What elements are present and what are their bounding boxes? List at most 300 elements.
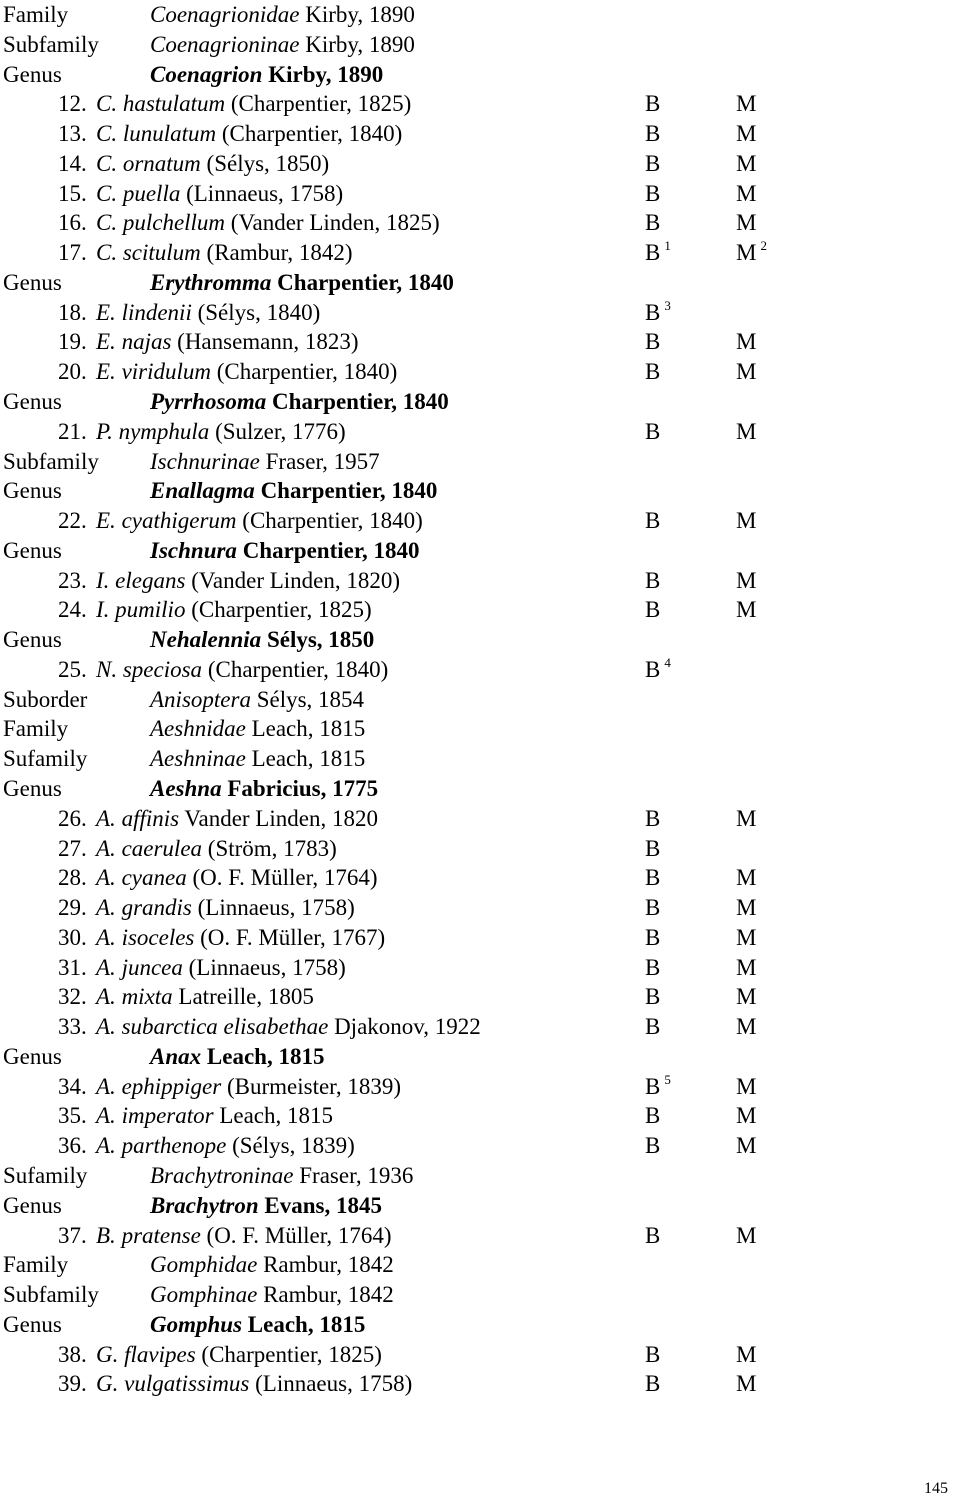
- taxon-name: Gomphinae: [150, 1282, 258, 1308]
- species-number: 14.: [58, 150, 87, 176]
- taxon-rank: Genus: [3, 1043, 62, 1069]
- species-row: [0, 804, 960, 834]
- species-binomial-abbr: I.: [96, 567, 110, 593]
- occurrence-b: B: [645, 1073, 661, 1099]
- occurrence-b: B: [645, 567, 661, 593]
- species-name-block: [96, 1221, 392, 1251]
- species-name-block: [96, 357, 397, 387]
- occurrence-b: B: [645, 597, 661, 623]
- species-row: [0, 119, 960, 149]
- page-number: 145: [924, 1480, 948, 1497]
- species-row: [0, 89, 960, 119]
- species-number: 21.: [58, 418, 87, 444]
- taxon-heading-row: [0, 1042, 960, 1072]
- species-row: [0, 1221, 960, 1251]
- species-row: [0, 417, 960, 447]
- occurrence-m-cell: [736, 238, 767, 271]
- species-name-block: [96, 1072, 401, 1102]
- occurrence-b: B: [645, 954, 661, 980]
- occurrence-b: B: [645, 805, 661, 831]
- taxon-heading-row: [0, 1191, 960, 1221]
- species-binomial-abbr: E.: [96, 329, 116, 355]
- species-row: [0, 238, 960, 268]
- species-name-block: [96, 953, 346, 983]
- taxon-rank: Family: [3, 2, 69, 27]
- species-number: 35.: [58, 1103, 87, 1129]
- taxon-author: Evans, 1845: [264, 1192, 382, 1218]
- occurrence-m: M: [736, 1341, 757, 1367]
- taxon-heading-row: [0, 447, 960, 477]
- species-binomial-abbr: E.: [96, 299, 116, 325]
- species-name-block: [96, 1369, 412, 1399]
- occurrence-b-cell: [645, 1131, 660, 1161]
- occurrence-b: B: [645, 150, 661, 176]
- taxon-author: Fabricius, 1775: [227, 776, 379, 802]
- taxon-author: Fraser, 1957: [265, 448, 380, 474]
- taxon-heading-row: [0, 744, 960, 774]
- species-name-block: [96, 595, 372, 625]
- occurrence-b-cell: [645, 298, 671, 331]
- species-name-block: [96, 1131, 355, 1161]
- taxon-heading-row: [0, 714, 960, 744]
- occurrence-b: B: [645, 359, 661, 385]
- occurrence-m: M: [736, 597, 757, 623]
- taxon-name: Gomphidae: [150, 1252, 258, 1278]
- taxon-name: Gomphus: [150, 1311, 243, 1337]
- species-binomial-abbr: A.: [96, 1133, 116, 1159]
- occurrence-m: M: [736, 150, 757, 176]
- species-number: 24.: [58, 597, 87, 623]
- species-author: (Rambur, 1842): [206, 240, 353, 266]
- species-name-block: [96, 923, 385, 953]
- species-author: (Linnaeus, 1758): [197, 895, 355, 921]
- species-epithet: scitulum: [122, 240, 201, 266]
- occurrence-b-cell: [645, 357, 660, 387]
- occurrence-m-cell: [736, 357, 756, 387]
- species-number: 15.: [58, 180, 87, 206]
- species-number: 16.: [58, 210, 87, 236]
- species-author: (Sulzer, 1776): [215, 418, 346, 444]
- species-row: [0, 566, 960, 596]
- occurrence-m-cell: [736, 804, 756, 834]
- species-row: [0, 595, 960, 625]
- occurrence-b-cell: [645, 953, 660, 983]
- occurrence-b-cell: [645, 863, 660, 893]
- species-number: 18.: [58, 299, 87, 325]
- taxon-heading-row: [0, 60, 960, 90]
- species-binomial-abbr: A.: [96, 984, 116, 1010]
- species-name-block: [96, 179, 343, 209]
- taxon-author: Charpentier, 1840: [277, 269, 454, 295]
- occurrence-b-cell: [645, 655, 671, 688]
- species-number: 30.: [58, 924, 87, 950]
- species-binomial-abbr: C.: [96, 91, 118, 117]
- taxon-name-block: [150, 1310, 365, 1340]
- occurrence-b-cell: [645, 893, 660, 923]
- taxon-author: Rambur, 1842: [263, 1252, 394, 1278]
- taxon-name: Pyrrhosoma: [150, 389, 267, 414]
- species-row: [0, 1340, 960, 1370]
- taxon-name-block: [150, 387, 449, 417]
- taxon-name: Enallagma: [150, 478, 255, 504]
- species-author: (O. F. Müller, 1764): [206, 1222, 392, 1248]
- occurrence-b: B: [645, 1222, 661, 1248]
- species-author: (O. F. Müller, 1767): [200, 924, 386, 950]
- taxon-heading-row: [0, 387, 960, 417]
- occurrence-b-cell: [645, 1340, 660, 1370]
- species-epithet: najas: [121, 329, 172, 355]
- species-binomial-abbr: A.: [96, 835, 116, 861]
- taxon-author: Leach, 1815: [247, 1311, 366, 1337]
- taxon-author: Sélys, 1854: [256, 686, 365, 712]
- species-author: (Ström, 1783): [207, 835, 337, 861]
- species-epithet: caerulea: [121, 835, 203, 861]
- occurrence-b-cell: [645, 149, 660, 179]
- species-row: [0, 1012, 960, 1042]
- species-binomial-abbr: A.: [96, 1014, 116, 1040]
- footnote-marker: 1: [664, 238, 671, 254]
- taxon-rank: Genus: [3, 389, 62, 414]
- species-epithet: vulgatissimus: [124, 1371, 250, 1397]
- species-author: (Hansemann, 1823): [177, 329, 359, 355]
- taxon-name: Brachytron: [150, 1192, 259, 1218]
- occurrence-m-cell: [736, 1131, 756, 1161]
- taxon-name-block: [150, 1161, 413, 1191]
- occurrence-m-cell: [736, 179, 756, 209]
- taxon-author: Charpentier, 1840: [242, 537, 420, 563]
- taxon-name: Ischnurinae: [150, 448, 260, 474]
- occurrence-m: M: [736, 418, 757, 444]
- occurrence-m: M: [736, 984, 757, 1010]
- species-number: 36.: [58, 1133, 87, 1159]
- species-epithet: puella: [122, 180, 181, 206]
- occurrence-m: M: [736, 359, 757, 385]
- taxon-name: Coenagrion: [150, 61, 263, 87]
- occurrence-m-cell: [736, 1340, 756, 1370]
- species-epithet: hastulatum: [122, 91, 226, 117]
- species-author: Vander Linden, 1820: [184, 805, 378, 831]
- occurrence-b-cell: [645, 834, 660, 864]
- species-author: (Charpentier, 1840): [221, 121, 403, 147]
- occurrence-b-cell: [645, 566, 660, 596]
- species-epithet: affinis: [121, 805, 180, 831]
- species-name-block: [96, 238, 353, 268]
- taxon-heading-row: [0, 0, 960, 30]
- occurrence-b: B: [645, 924, 661, 950]
- taxon-name: Aeshna: [150, 776, 222, 802]
- taxon-rank: Sufamily: [3, 746, 88, 772]
- taxon-name-block: [150, 536, 419, 566]
- occurrence-m-cell: [736, 1221, 756, 1251]
- species-binomial-abbr: E.: [96, 508, 116, 534]
- occurrence-m-cell: [736, 953, 756, 983]
- species-row: [0, 298, 960, 328]
- taxon-name-block: [150, 1042, 324, 1072]
- species-binomial-abbr: C.: [96, 180, 118, 206]
- occurrence-m-cell: [736, 566, 756, 596]
- occurrence-b: B: [645, 895, 661, 921]
- species-binomial-abbr: A.: [96, 1073, 116, 1099]
- species-author: (Charpentier, 1825): [191, 597, 372, 623]
- species-author: (Charpentier, 1840): [242, 508, 423, 534]
- species-author: (Vander Linden, 1820): [191, 567, 401, 593]
- taxon-name-block: [150, 774, 378, 804]
- species-epithet: grandis: [121, 895, 192, 921]
- occurrence-m-cell: [736, 1101, 756, 1131]
- species-epithet: mixta: [121, 984, 173, 1010]
- occurrence-m: M: [736, 865, 757, 891]
- occurrence-m-cell: [736, 893, 756, 923]
- taxon-name-block: [150, 1280, 394, 1310]
- species-number: 27.: [58, 835, 87, 861]
- occurrence-b: B: [645, 1133, 661, 1159]
- taxon-name: Ischnura: [150, 537, 237, 563]
- species-epithet: subarctica elisabethae: [121, 1014, 329, 1040]
- occurrence-b: B: [645, 508, 661, 534]
- occurrence-m-cell: [736, 208, 756, 238]
- taxon-rank: Genus: [3, 537, 62, 563]
- species-row: [0, 1101, 960, 1131]
- occurrence-m: M: [736, 329, 757, 355]
- species-binomial-abbr: G.: [96, 1371, 119, 1397]
- occurrence-m: M: [736, 508, 757, 534]
- occurrence-m-cell: [736, 149, 756, 179]
- occurrence-m-cell: [736, 1012, 756, 1042]
- occurrence-b-cell: [645, 179, 660, 209]
- species-name-block: [96, 119, 402, 149]
- species-author: (Charpentier, 1825): [230, 91, 412, 117]
- occurrence-m: M: [736, 954, 757, 980]
- taxon-rank: Genus: [3, 478, 62, 504]
- occurrence-b: B: [645, 1341, 661, 1367]
- species-name-block: [96, 506, 423, 536]
- species-binomial-abbr: C.: [96, 150, 118, 176]
- species-epithet: elegans: [115, 567, 186, 593]
- taxon-rank: Genus: [3, 627, 62, 653]
- taxon-rank: Subfamily: [3, 1282, 99, 1308]
- species-row: [0, 179, 960, 209]
- species-author: (Linnaeus, 1758): [255, 1371, 413, 1397]
- occurrence-m-cell: [736, 327, 756, 357]
- taxon-name-block: [150, 685, 364, 715]
- species-number: 39.: [58, 1371, 87, 1397]
- occurrence-b-cell: [645, 982, 660, 1012]
- species-binomial-abbr: C.: [96, 240, 118, 266]
- species-name-block: [96, 1012, 481, 1042]
- taxon-heading-row: [0, 1280, 960, 1310]
- taxon-name: Anax: [150, 1043, 202, 1069]
- species-row: [0, 923, 960, 953]
- occurrence-m: M: [736, 1073, 757, 1099]
- occurrence-b: B: [645, 180, 661, 206]
- taxon-author: Leach, 1815: [251, 716, 366, 742]
- species-epithet: flavipes: [124, 1341, 196, 1367]
- species-row: [0, 863, 960, 893]
- species-number: 33.: [58, 1014, 87, 1040]
- species-number: 34.: [58, 1073, 87, 1099]
- species-name-block: [96, 566, 400, 596]
- species-row: [0, 506, 960, 536]
- occurrence-m: M: [736, 895, 757, 921]
- occurrence-b-cell: [645, 1221, 660, 1251]
- occurrence-m-cell: [736, 923, 756, 953]
- taxon-heading-row: [0, 30, 960, 60]
- taxon-heading-row: [0, 536, 960, 566]
- taxon-name: Coenagrionidae: [150, 2, 300, 27]
- species-number: 20.: [58, 359, 87, 385]
- species-author: (Charpentier, 1825): [201, 1341, 382, 1367]
- species-name-block: [96, 863, 378, 893]
- occurrence-m-cell: [736, 863, 756, 893]
- taxon-heading-row: [0, 1250, 960, 1280]
- occurrence-b-cell: [645, 1072, 671, 1105]
- species-row: [0, 149, 960, 179]
- species-epithet: nymphula: [118, 418, 210, 444]
- species-row: [0, 357, 960, 387]
- species-row: [0, 655, 960, 685]
- taxon-heading-row: [0, 774, 960, 804]
- taxon-rank: Genus: [3, 1192, 62, 1218]
- taxon-name-block: [150, 714, 365, 744]
- occurrence-b-cell: [645, 1012, 660, 1042]
- taxon-rank: Subfamily: [3, 448, 99, 474]
- occurrence-b-cell: [645, 506, 660, 536]
- taxon-heading-row: [0, 476, 960, 506]
- taxon-heading-row: [0, 1161, 960, 1191]
- taxon-author: Charpentier, 1840: [272, 389, 449, 414]
- species-binomial-abbr: A.: [96, 954, 116, 980]
- occurrence-b-cell: [645, 238, 671, 271]
- species-binomial-abbr: N.: [96, 656, 118, 682]
- taxon-rank: Sufamily: [3, 1163, 88, 1189]
- species-name-block: [96, 893, 355, 923]
- species-row: [0, 208, 960, 238]
- taxon-author: Kirby, 1890: [268, 61, 384, 87]
- taxon-name-block: [150, 0, 415, 30]
- species-row: [0, 834, 960, 864]
- species-name-block: [96, 1340, 382, 1370]
- taxon-heading-row: [0, 1310, 960, 1340]
- species-binomial-abbr: C.: [96, 121, 118, 147]
- species-number: 29.: [58, 895, 87, 921]
- species-name-block: [96, 1101, 333, 1131]
- taxon-author: Kirby, 1890: [305, 31, 415, 57]
- occurrence-m: M: [736, 1103, 757, 1129]
- taxon-author: Rambur, 1842: [263, 1282, 394, 1308]
- species-number: 26.: [58, 805, 87, 831]
- species-row: [0, 1131, 960, 1161]
- occurrence-b-cell: [645, 804, 660, 834]
- occurrence-m: M: [736, 1133, 757, 1159]
- species-epithet: lindenii: [121, 299, 192, 325]
- species-binomial-abbr: I.: [96, 597, 110, 623]
- occurrence-b-cell: [645, 595, 660, 625]
- occurrence-m: M: [736, 240, 757, 266]
- occurrence-b-cell: [645, 208, 660, 238]
- species-binomial-abbr: A.: [96, 805, 116, 831]
- occurrence-b: B: [645, 121, 661, 147]
- species-epithet: ornatum: [122, 150, 201, 176]
- species-number: 12.: [58, 91, 87, 117]
- taxon-heading-row: [0, 685, 960, 715]
- species-binomial-abbr: A.: [96, 924, 116, 950]
- taxon-name-block: [150, 60, 383, 90]
- species-name-block: [96, 298, 320, 328]
- taxon-name-block: [150, 447, 380, 477]
- species-number: 13.: [58, 121, 87, 147]
- species-number: 22.: [58, 508, 87, 534]
- taxon-author: Charpentier, 1840: [260, 478, 438, 504]
- taxon-name-block: [150, 30, 415, 60]
- species-epithet: pumilio: [115, 597, 186, 623]
- footnote-marker: 5: [664, 1071, 671, 1087]
- taxon-rank: Genus: [3, 61, 62, 87]
- taxon-name: Erythromma: [150, 269, 272, 295]
- species-author: Latreille, 1805: [178, 984, 314, 1010]
- taxon-name-block: [150, 1250, 394, 1280]
- occurrence-b-cell: [645, 327, 660, 357]
- occurrence-b-cell: [645, 89, 660, 119]
- occurrence-b: B: [645, 329, 661, 355]
- species-epithet: lunulatum: [122, 121, 217, 147]
- taxon-name-block: [150, 476, 437, 506]
- species-epithet: ephippiger: [121, 1073, 222, 1099]
- species-name-block: [96, 149, 329, 179]
- occurrence-m: M: [736, 805, 757, 831]
- taxon-heading-row: [0, 625, 960, 655]
- occurrence-b: B: [645, 835, 661, 861]
- species-name-block: [96, 208, 440, 238]
- taxon-name: Nehalennia: [150, 627, 262, 653]
- taxon-name: Aeshnidae: [150, 716, 246, 742]
- species-binomial-abbr: P.: [96, 418, 113, 444]
- taxon-rank: Family: [3, 1252, 69, 1278]
- species-binomial-abbr: A.: [96, 1103, 116, 1129]
- species-name-block: [96, 655, 388, 685]
- occurrence-m: M: [736, 924, 757, 950]
- species-binomial-abbr: E.: [96, 359, 116, 385]
- occurrence-b: B: [645, 1103, 661, 1129]
- species-epithet: imperator: [121, 1103, 214, 1129]
- species-author: (O. F. Müller, 1764): [192, 865, 378, 891]
- species-epithet: isoceles: [121, 924, 195, 950]
- species-author: Djakonov, 1922: [334, 1014, 481, 1040]
- occurrence-m: M: [736, 1222, 757, 1248]
- species-number: 37.: [58, 1222, 87, 1248]
- footnote-marker: 4: [664, 654, 671, 670]
- species-author: (Sélys, 1850): [206, 150, 330, 176]
- taxon-author: Leach, 1815: [251, 746, 366, 772]
- taxon-name-block: [150, 268, 454, 298]
- species-author: (Vander Linden, 1825): [230, 210, 440, 236]
- species-name-block: [96, 982, 314, 1012]
- species-row: [0, 953, 960, 983]
- taxon-author: Kirby, 1890: [305, 2, 415, 27]
- occurrence-m: M: [736, 210, 757, 236]
- species-number: 25.: [58, 656, 87, 682]
- occurrence-b-cell: [645, 1101, 660, 1131]
- species-epithet: viridulum: [121, 359, 212, 385]
- species-name-block: [96, 804, 378, 834]
- species-author: Leach, 1815: [219, 1103, 333, 1129]
- taxon-rank: Family: [3, 716, 69, 742]
- species-author: (Burmeister, 1839): [226, 1073, 402, 1099]
- occurrence-m-cell: [736, 1072, 756, 1102]
- species-binomial-abbr: C.: [96, 210, 118, 236]
- species-author: (Charpentier, 1840): [216, 359, 398, 385]
- footnote-marker: 3: [664, 297, 671, 313]
- species-number: 23.: [58, 567, 87, 593]
